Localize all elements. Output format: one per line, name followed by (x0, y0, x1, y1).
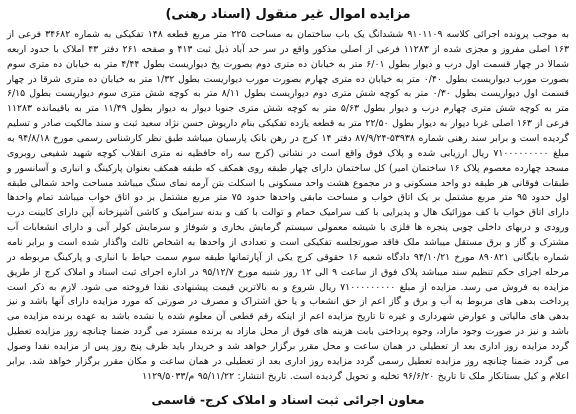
notice-paragraph: به موجب پرونده اجرائی کلاسه ۹۱۰۱۱۰۹ ششدانگ یک باب ساختمان به مساحت ۲۲۵ متر مربع قطعه ۱۴۸ تفکیکی به شماره ۳۴۶۸۲ فرعی از ۱۶۳ اصلی مفروز و مجزی شده از ۱۱۲۸۳ فرعی از اصلی مذکور واقع در سر حد آباد ذیل ثبت ۴۱۳ و صفحه ۲۶۱ دفتر ۴۳ املاک با حدود اربعه شمالا در چهار قسمت اول درب و دیوار بطول ۶/۰۱ متر به خیابان ده متری دوم بصورت پخ دیواریست بطول ۴/۴۴ متر به خیابان ده متری سوم بصورت مورب دیواریست بطول ۰/۴۰ متر به خیابان ده متری چهارم بصورت مورب دیواریست بطول ۱/۳۲ متر به خیابان ده متری شرقا در چهار قسمت اول دیواریست بطول ۰/۳۰ متر به کوچه شش متری دوم دیواریست بطول ۸/۱۱ متر به کوچه شش متری سوم دیواریست بطول ۶/۱۵ متر به کوچه شش متری چهارم درب و دیوار بطول ۵/۶۳ متر به کوچه شش متری جنوبا دیوار به دیوار بطول ۱۱/۴۹ متر به باقیمانده ۱۱۲۸۳ فرعی از ۱۶۳ اصلی غربا دیوار به دیوار بطول ۲۲/۵۰ متر به قطعه یازده تفکیکی بنام داریوش حسن نژاد سعید ثبت و سند مالکیت صادر و تسلیم گردیده است و برابر سند رهنی شماره ۵۳۹۳۸-۸۷/۹/۲۴ دفتر ۱۴ کرج در رهن بانک پارسیان میباشد طبق نظر کارشناس رسمی مورخ ۹۴/۸/۱۸ به مبلغ ۷۱۰۰۰۰۰۰۰۰۰ ریال ارزیابی شده و پلاک فوق واقع است در نشانی (کرج سه راه حافظیه نه متری انقلاب کوچه شهید شفیعی روبروی مسجد چهارده معصوم پلاک ۱۶ ساختمان امیر) کل ساختمان دارای چهار طبقه روی همکف که طبقه همکف بعنوان پارکینگ و انباری و آسانسور و طبقات فوقانی هر طبقه دو واحد مسکونی و در مجموع هشت واحد مسکونی با اسکلت بتن آرمه نمای سنگ میباشد مساحت واحد شمالی طبقه اول حدود ۹۵ متر مربع مشتمل بر یک اتاق خواب و مساحت مابقی واحدها حدود ۷۵ متر مربع مشتمل بر دو اتاق خواب میباشد تمام واحدها دارای اتاق خواب با کف موزائیک هال و پذیرایی با کف سرامیک حمام و توالت با کف و بدنه سرامیک و کاشی آشپزخانه آپن دارای کابینت درب ورودی و دربهای داخلی چوبی پنجره ها فلزی با شیشه معمولی سیستم گرمایش بخاری و شوفاژ و سرمایش کولر آبی و دارای انشعابات آب مشترک و گاز و برق مستقل میباشد ملک فاقد صورتجلسه تفکیکی است و تعدادی از واحدها به اشخاص ثالث واگذار شده است و برابر نامه شماره بایگانی ۸۹۰۸۲۱ مورخ ۹۴/۱۰/۲۱ دادگاه شعبه ۱۶ حقوقی کرج یکی از آپارتمانها طبقه سوم سمت حیاط با انباری و پارکینگ مربوطه در مرحله اجرای حکم تنظیم سند میباشد پلاک فوق از ساعت ۹ الی ۱۲ روز شنبه مورخ ۹۵/۱۲/۷ در اداره اجرای ثبت اسناد و املاک کرج از طریق مزایده به فروش می رسد. مزایده از مبلغ ۷۱۰۰۰۰۰۰۰۰۰ ریال شروع و به بالاترین قیمت پیشنهادی نقدا فروخته می شود. لازم به ذکر است پرداخت بدهی های مربوط به آب و برق و گاز اعم از حق انشعاب و یا حق اشتراک و مصرف در صورتی که مورد مزایده دارای آنها باشد و نیز بدهی های مالیاتی و عوارض شهرداری و غیره تا تاریخ مزایده اعم از اینکه رقم قطعی آن معلوم شده یا نشده باشد به عهده برنده مزایده می باشد و نیز در صورت وجود مازاد، وجوه پرداختی بابت هزینه های فوق از محل مازاد به برنده مسترد می گردد ضمنا چنانچه روز مزایده تعطیل گردد مزایده روز اداری بعد از تعطیلی در همان ساعت و محل مقرر برگزار خواهد شد و خریدار باید ظرف پنج روز پس از مزایده نقدا وصول می گردد ضمنا چنانچه روز مزایده تعطیل رسمی گردد مزایده روز اداری بعد از تعطیلی در همان ساعت و مکان مقرر برگزار خواهد شد. برابر اعلام و کیل بستانکار ملک تا تاریخ ۹۶/۶/۲۰ تخلیه و تحویل گردیده است. تاریخ انتشار: ۹۵/۱۱/۲۲ م/۱۱۲۹/۵۰۳۳ (7, 29, 570, 382)
notice-title: مزایده اموال غیر منقول (اسناد رهنی) (165, 7, 411, 22)
notice-body (7, 28, 569, 385)
notice-signature: معاون اجرائی ثبت اسناد و املاک کرج- قاسمی (151, 393, 425, 407)
